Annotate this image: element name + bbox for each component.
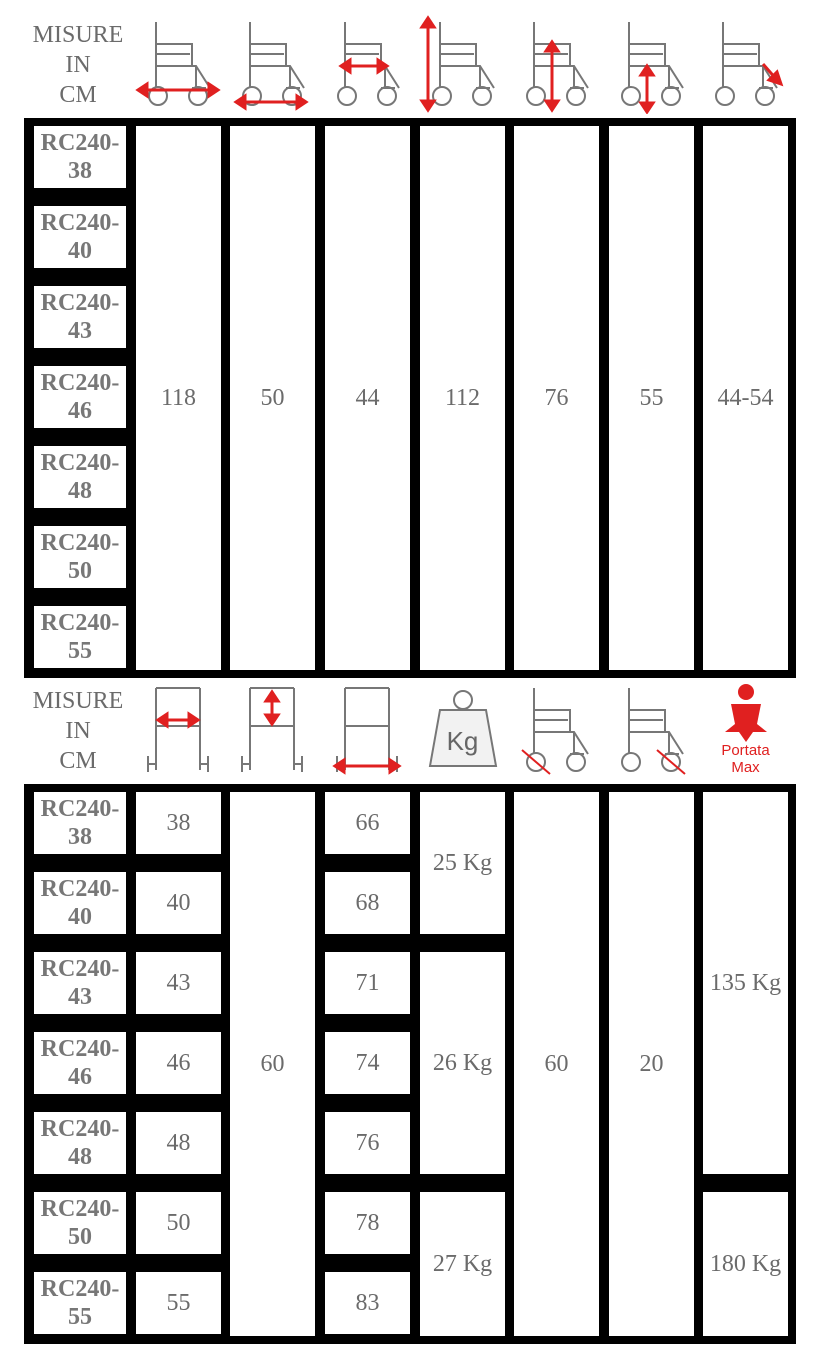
model-code-cell [34, 206, 126, 268]
model-code-size: 48 [68, 478, 92, 504]
dimension-value-2: 44 [325, 126, 410, 670]
model-code-size: 50 [68, 558, 92, 584]
model-code-size: 50 [68, 1224, 92, 1250]
width-icon [228, 14, 318, 114]
seat-width-cell: 55 [136, 1272, 221, 1334]
overall-width-cell: 76 [325, 1112, 410, 1174]
model-code-size: 43 [68, 984, 92, 1010]
weight-cell: 25 Kg [420, 792, 505, 934]
total-height-icon [418, 14, 508, 114]
model-code-prefix: RC240- [40, 130, 120, 156]
dimension-value-4: 76 [514, 126, 599, 670]
capacity-cell: 180 Kg [703, 1192, 788, 1336]
model-code-prefix: RC240- [40, 530, 120, 556]
overall-width-cell: 83 [325, 1272, 410, 1334]
front-wheel-icon [607, 680, 697, 780]
dimension-value-3: 112 [420, 126, 505, 670]
model-code-prefix: RC240- [40, 370, 120, 396]
model-code-cell [34, 606, 126, 668]
model-code-size: 38 [68, 158, 92, 184]
model-code-cell [34, 1192, 126, 1254]
seat-height-icon [607, 14, 697, 114]
seat-width-cell: 46 [136, 1032, 221, 1094]
dimensions-table [24, 118, 796, 678]
model-code-cell [34, 872, 126, 934]
header-row-1 [0, 14, 816, 118]
armrest-height-icon [512, 14, 602, 114]
seat-width-cell: 48 [136, 1112, 221, 1174]
seat-width-icon [134, 680, 224, 780]
seat-width-cell: 43 [136, 952, 221, 1014]
overall-width-cell: 74 [325, 1032, 410, 1094]
model-code-cell [34, 1032, 126, 1094]
model-code-size: 43 [68, 318, 92, 344]
weight-cell: 27 Kg [420, 1192, 505, 1336]
model-code-prefix: RC240- [40, 450, 120, 476]
seat-width-cell: 50 [136, 1192, 221, 1254]
weight-kg-label: Kg [446, 726, 479, 756]
model-code-prefix: RC240- [40, 956, 120, 982]
model-code-size: 38 [68, 824, 92, 850]
seat-width-cell: 38 [136, 792, 221, 854]
header-row-2 [0, 680, 816, 784]
dimension-value-1: 50 [230, 126, 315, 670]
model-code-size: 55 [68, 1304, 92, 1330]
model-code-size: 55 [68, 638, 92, 664]
specs-table [24, 784, 796, 1344]
units-label-2: MISURE IN CM [32, 688, 124, 774]
model-code-prefix: RC240- [40, 796, 120, 822]
model-code-cell [34, 952, 126, 1014]
model-code-cell [34, 366, 126, 428]
dimension-value-0: 118 [136, 126, 221, 670]
front-wheel-cell: 20 [609, 792, 694, 1336]
rear-wheel-icon [512, 680, 602, 780]
dimension-value-5: 55 [609, 126, 694, 670]
seat-width-cell: 40 [136, 872, 221, 934]
model-code-prefix: RC240- [40, 1116, 120, 1142]
model-code-prefix: RC240- [40, 876, 120, 902]
overall-width-cell: 71 [325, 952, 410, 1014]
overall-width-cell: 78 [325, 1192, 410, 1254]
model-code-cell [34, 1272, 126, 1334]
model-code-cell [34, 1112, 126, 1174]
model-code-cell [34, 286, 126, 348]
rear-wheel-cell: 60 [514, 792, 599, 1336]
overall-width-cell: 68 [325, 872, 410, 934]
dimension-value-6: 44-54 [703, 126, 788, 670]
model-code-cell [34, 446, 126, 508]
capacity-cell: 135 Kg [703, 792, 788, 1174]
max-capacity-icon [701, 680, 791, 780]
weight-kg-icon [418, 680, 508, 780]
backrest-angle-icon [701, 14, 791, 114]
model-code-size: 40 [68, 904, 92, 930]
model-code-size: 46 [68, 398, 92, 424]
model-code-prefix: RC240- [40, 1276, 120, 1302]
backrest-height-cell: 60 [230, 792, 315, 1336]
capacity-label: Portata Max [721, 742, 770, 776]
model-code-size: 40 [68, 238, 92, 264]
model-code-size: 46 [68, 1064, 92, 1090]
overall-width-cell: 66 [325, 792, 410, 854]
model-code-prefix: RC240- [40, 290, 120, 316]
model-code-cell [34, 526, 126, 588]
model-code-cell [34, 126, 126, 188]
model-code-size: 48 [68, 1144, 92, 1170]
units-label: MISURE IN CM [32, 22, 124, 108]
length-icon [134, 14, 224, 114]
model-code-prefix: RC240- [40, 210, 120, 236]
model-code-prefix: RC240- [40, 1036, 120, 1062]
model-code-prefix: RC240- [40, 1196, 120, 1222]
weight-cell: 26 Kg [420, 952, 505, 1174]
model-code-prefix: RC240- [40, 610, 120, 636]
overall-width-icon [323, 680, 413, 780]
seat-depth-icon [323, 14, 413, 114]
backrest-height-icon [228, 680, 318, 780]
model-code-cell [34, 792, 126, 854]
